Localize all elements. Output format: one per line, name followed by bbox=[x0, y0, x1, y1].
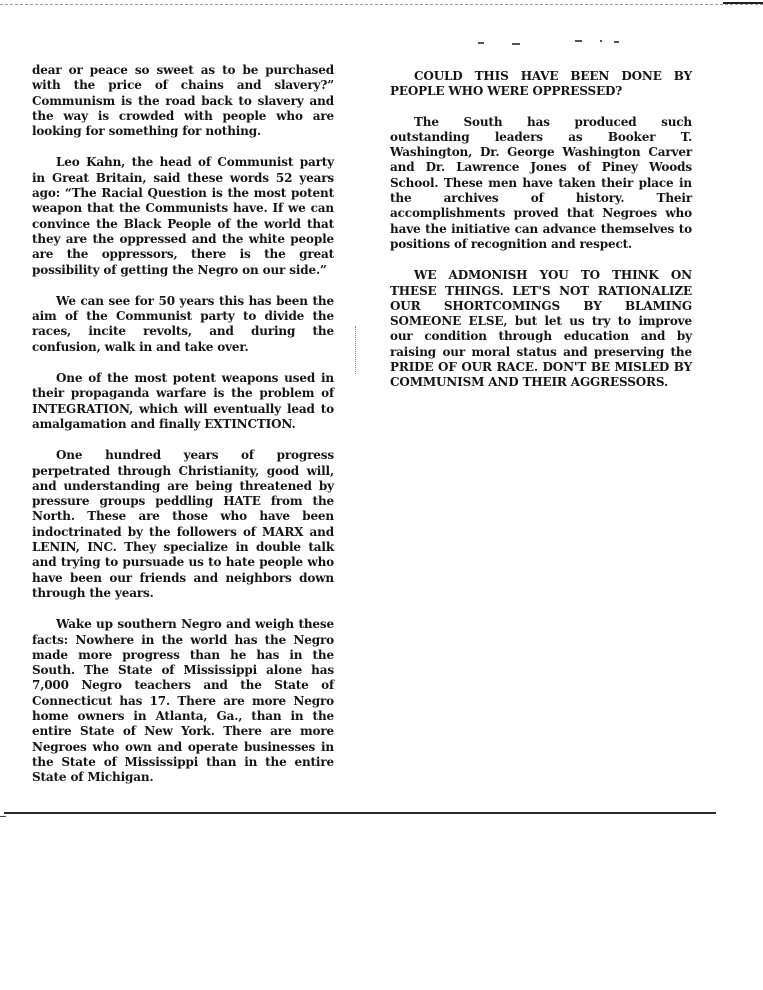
scan-speck bbox=[575, 40, 582, 42]
paragraph: The South has produced such outstanding leaders as Booker T. Washington, Dr. George Washington Carver and Dr. Lawrence Jones of Piney Woods School. These men have taken their place in the archives of history. Their accomplishments proved that Negroes who have the initiative can advance themselves to positions of recognition and respect. bbox=[390, 114, 692, 251]
paragraph: Wake up southern Negro and weigh these facts: Nowhere in the world has the Negro made more progress than he has in the South. The State of Mississippi alone has 7,000 Negro teachers and the State of Connecticut has 17. There are more Negro home owners in Atlanta, Ga., than in the entire State of New York. There are more Negroes who own and operate businesses in the State of Mississippi than in the entire State of Michigan. bbox=[32, 617, 334, 785]
paragraph: WE ADMONISH YOU TO THINK ON THESE THINGS. LET'S NOT RATIONALIZE OUR SHORTCOMINGS BY BLAMING SOMEONE ELSE, but let us try to improve our condition through education and by raising our moral status and preserving the PRIDE OF OUR RACE. DON'T BE MISLED BY COMMUNISM AND THEIR AGGRESSORS. bbox=[390, 268, 692, 390]
gutter-marks bbox=[355, 326, 358, 374]
paragraph: One of the most potent weapons used in their propaganda warfare is the problem of INTEGRATION, which will eventually lead to amalgamation and finally EXTINCTION. bbox=[32, 371, 334, 431]
left-column bbox=[32, 63, 334, 801]
paragraph: One hundred years of progress perpetrated through Christianity, good will, and understanding are being threatened by pressure groups peddling HATE from the North. These are those who have been indoctrinated by the followers of MARX and LENIN, INC. They specialize in double talk and trying to pursuade us to hate people who have been our friends and neighbors down through the years. bbox=[32, 448, 334, 600]
scan-speck bbox=[478, 42, 484, 44]
section-heading: COULD THIS HAVE BEEN DONE BY PEOPLE WHO WERE OPPRESSED? bbox=[390, 69, 692, 99]
paragraph: We can see for 50 years this has been the aim of the Communist party to divide the races, incite revolts, and during the confusion, walk in and take over. bbox=[32, 293, 334, 354]
right-column bbox=[390, 69, 692, 407]
paragraph: dear or peace so sweet as to be purchased with the price of chains and slavery?” Communism is the road back to slavery and the way is crowded with people who are looking for something for nothing. bbox=[32, 63, 334, 139]
bottom-rule bbox=[4, 812, 716, 814]
scan-speck bbox=[600, 40, 602, 42]
scan-speck bbox=[614, 41, 619, 43]
paragraph: Leo Kahn, the head of Communist party in Great Britain, said these words 52 years ago: “The Racial Question is the most potent weapon that the Communists have. If we can convince the Black People of the world that they are the oppressed and the white people are the oppressors, there is the great possibility of getting the Negro on our side.” bbox=[32, 155, 334, 277]
scan-speck bbox=[512, 43, 520, 45]
bottom-rule-left-mark bbox=[0, 816, 6, 817]
top-scan-border bbox=[0, 4, 763, 5]
top-corner-mark bbox=[723, 2, 763, 4]
